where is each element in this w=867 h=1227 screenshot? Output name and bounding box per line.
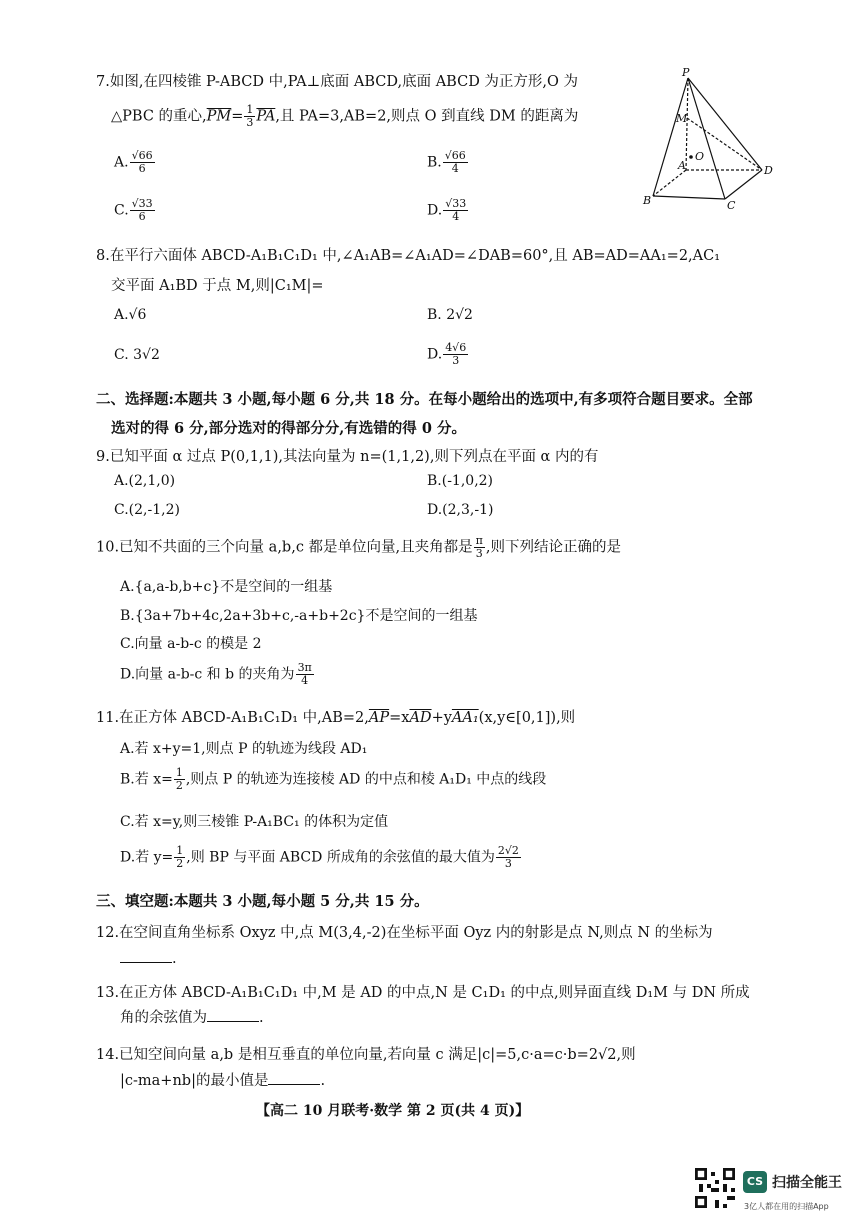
q7-option-d xyxy=(427,198,469,223)
q7-d-den: 4 xyxy=(452,210,460,223)
page-footer: 【高二 10 月联考·数学 第 2 页(共 4 页)】 xyxy=(256,1103,530,1119)
q7-a-num: √66 xyxy=(131,149,153,162)
edge-cd xyxy=(725,170,762,199)
q8-d-frac xyxy=(443,342,468,367)
q7-frac xyxy=(244,104,255,129)
q7-a-label: A. xyxy=(114,154,129,171)
section2-line1: 二、选择题:本题共 3 小题,每小题 6 分,共 18 分。在每小题给出的选项中,有多项符合题目要求。全部 xyxy=(96,391,753,408)
q12-line2 xyxy=(120,950,177,967)
q11-b-den: 2 xyxy=(175,779,183,792)
q8-option-c: C. 3√2 xyxy=(114,347,160,363)
q7-line2 xyxy=(111,104,578,129)
q14-answer-blank[interactable] xyxy=(268,1072,320,1085)
q7-line1: 7.如图,在四棱锥 P-ABCD 中,PA⊥底面 ABCD,底面 ABCD 为正方形,O 为 xyxy=(96,74,579,90)
q13-end: . xyxy=(259,1010,264,1026)
q10-stem-a: 10.已知不共面的三个向量 a,b,c 都是单位向量,且夹角都是 xyxy=(96,539,473,556)
label-m: M xyxy=(676,112,688,125)
q7-frac-den: 3 xyxy=(246,116,254,129)
edge-bc xyxy=(653,196,725,199)
q10-d-den: 4 xyxy=(301,674,309,687)
q7-c-num: √33 xyxy=(131,197,153,210)
q7-b-frac xyxy=(443,150,468,175)
q8-d-num: 4√6 xyxy=(445,341,467,354)
q11-vec-aa1: AA₁ xyxy=(451,710,479,726)
q11-d-frac1 xyxy=(174,845,185,870)
q7-b-num: √66 xyxy=(444,149,466,162)
q8-d-label: D. xyxy=(427,346,443,363)
q8-option-b: B. 2√2 xyxy=(427,307,473,323)
q11-mid1: =x xyxy=(389,710,410,726)
q7-option-a xyxy=(114,150,156,175)
q7-option-b xyxy=(427,150,469,175)
q11-b-frac xyxy=(174,767,185,792)
q7-eq: = xyxy=(231,108,244,125)
q8-line2: 交平面 A₁BD 于点 M,则|C₁M|= xyxy=(111,278,324,294)
q7-c-den: 6 xyxy=(138,210,146,223)
q14-line2 xyxy=(120,1069,325,1090)
q11-option-a: A.若 x+y=1,则点 P 的轨迹为线段 AD₁ xyxy=(120,741,368,757)
q11-option-d xyxy=(120,845,522,870)
q11-stem-a: 11.在正方体 ABCD-A₁B₁C₁D₁ 中,AB=2, xyxy=(96,710,369,726)
q11-stem xyxy=(96,706,575,727)
q12-end: . xyxy=(172,951,177,967)
q10-frac xyxy=(474,535,485,560)
q11-b-num: 1 xyxy=(175,766,183,779)
label-p: P xyxy=(682,66,690,79)
q8-d-den: 3 xyxy=(452,354,460,367)
q7-vec-pa: $\overline{PA}$ xyxy=(256,108,276,125)
q14-line2-text: |c-ma+nb|的最小值是 xyxy=(120,1073,269,1089)
scanner-logo-icon: CS xyxy=(743,1171,767,1193)
q8-line1: 8.在平行六面体 ABCD-A₁B₁C₁D₁ 中,∠A₁AB=∠A₁AD=∠DAB=60°,且 AB=AD=AA₁=2,AC₁ xyxy=(96,248,721,264)
q11-d-den2: 3 xyxy=(504,857,512,870)
q11-option-b xyxy=(120,767,546,792)
q14-end: . xyxy=(320,1073,326,1089)
q7-d-frac xyxy=(443,198,468,223)
edge-pb xyxy=(653,78,688,196)
q7-b-den: 4 xyxy=(451,162,459,175)
q7-d-label: D. xyxy=(427,202,443,219)
section2-line2: 选对的得 6 分,部分选对的得部分分,有选错的得 0 分。 xyxy=(111,420,466,437)
q10-d-text: D.向量 a-b-c 和 b 的夹角为 xyxy=(120,666,295,683)
qr-code-icon xyxy=(695,1168,735,1208)
q11-b-text-b: ,则点 P 的轨迹为连接棱 AD 的中点和棱 A₁D₁ 中点的线段 xyxy=(185,771,547,788)
q9-option-b: B.(-1,0,2) xyxy=(427,473,494,489)
q7-b-label: B. xyxy=(427,154,442,171)
edge-pc xyxy=(688,78,725,199)
q11-stem-b: (x,y∈[0,1]),则 xyxy=(478,710,576,726)
q10-option-a: A.{a,a-b,b+c}不是空间的一组基 xyxy=(120,579,333,595)
q13-line1: 13.在正方体 ABCD-A₁B₁C₁D₁ 中,M 是 AD 的中点,N 是 C₁D₁ 的中点,则异面直线 D₁M 与 DN 所成 xyxy=(96,985,750,1001)
q9-option-d: D.(2,3,-1) xyxy=(427,502,494,518)
q7-frac-num: 1 xyxy=(246,103,254,116)
q11-mid2: +y xyxy=(431,710,452,726)
q7-text-a: △PBC 的重心, xyxy=(111,108,207,125)
scanner-app-name: 扫描全能王 xyxy=(772,1175,842,1191)
q11-b-text-a: B.若 x= xyxy=(120,771,173,788)
q10-option-b: B.{3a+7b+4c,2a+3b+c,-a+b+2c}不是空间的一组基 xyxy=(120,608,478,624)
pyramid-figure xyxy=(640,66,780,216)
q13-line2 xyxy=(120,1006,264,1027)
point-o xyxy=(689,155,693,159)
q9-stem: 9.已知平面 α 过点 P(0,1,1),其法向量为 n=(1,1,2),则下列点在平面 α 内的有 xyxy=(96,449,599,465)
q10-stem xyxy=(96,535,621,560)
q12-line1: 12.在空间直角坐标系 Oxyz 中,点 M(3,4,-2)在坐标平面 Oyz 内的射影是点 N,则点 N 的坐标为 xyxy=(96,925,713,941)
q7-text-e: ,且 PA=3,AB=2,则点 O 到直线 DM 的距离为 xyxy=(275,108,579,125)
q7-c-label: C. xyxy=(114,202,129,219)
label-c: C xyxy=(727,199,736,212)
q10-option-c: C.向量 a-b-c 的模是 2 xyxy=(120,636,262,652)
q12-answer-blank[interactable] xyxy=(120,950,172,963)
q11-d-den1: 2 xyxy=(176,857,184,870)
q9-option-a: A.(2,1,0) xyxy=(114,473,176,489)
q7-c-frac xyxy=(130,198,155,223)
scanner-tagline: 3亿人都在用的扫描App xyxy=(744,1202,829,1211)
q13-line2-text: 角的余弦值为 xyxy=(120,1010,207,1026)
q10-frac-num: π xyxy=(475,534,483,547)
q14-line1: 14.已知空间向量 a,b 是相互垂直的单位向量,若向量 c 满足|c|=5,c·a=c·b=2√2,则 xyxy=(96,1047,636,1063)
q7-vec-pm: $\overline{PM}$ xyxy=(206,108,232,125)
q10-d-frac xyxy=(296,662,314,687)
section3-title: 三、填空题:本题共 3 小题,每小题 5 分,共 15 分。 xyxy=(96,893,429,910)
q10-option-d xyxy=(120,662,315,687)
label-o: O xyxy=(695,150,705,163)
q11-d-frac2 xyxy=(496,845,521,870)
q11-vec-ad: $\overline{AD}$ xyxy=(409,710,432,726)
q7-a-frac xyxy=(130,150,155,175)
q11-d-text-b: ,则 BP 与平面 ABCD 所成角的余弦值的最大值为 xyxy=(186,849,495,866)
q8-option-a: A.√6 xyxy=(114,307,147,323)
q11-d-text-a: D.若 y= xyxy=(120,849,174,866)
q11-d-num2: 2√2 xyxy=(497,844,519,857)
q11-option-c: C.若 x=y,则三棱锥 P-A₁BC₁ 的体积为定值 xyxy=(120,814,389,830)
q13-answer-blank[interactable] xyxy=(207,1009,259,1022)
q10-frac-den: 3 xyxy=(475,547,483,560)
q7-a-den: 6 xyxy=(138,162,146,175)
q11-vec-ap: $\overline{AP}$ xyxy=(368,710,390,726)
edge-ab xyxy=(653,170,686,196)
q7-option-c xyxy=(114,198,156,223)
label-a: A xyxy=(678,159,686,172)
q9-option-c: C.(2,-1,2) xyxy=(114,502,180,518)
label-b: B xyxy=(643,194,652,207)
q10-d-num: 3π xyxy=(297,661,312,674)
label-d: D xyxy=(764,164,773,177)
q10-stem-b: ,则下列结论正确的是 xyxy=(485,539,621,556)
q8-option-d xyxy=(427,342,469,367)
q11-d-num1: 1 xyxy=(176,844,184,857)
q7-d-num: √33 xyxy=(445,197,467,210)
